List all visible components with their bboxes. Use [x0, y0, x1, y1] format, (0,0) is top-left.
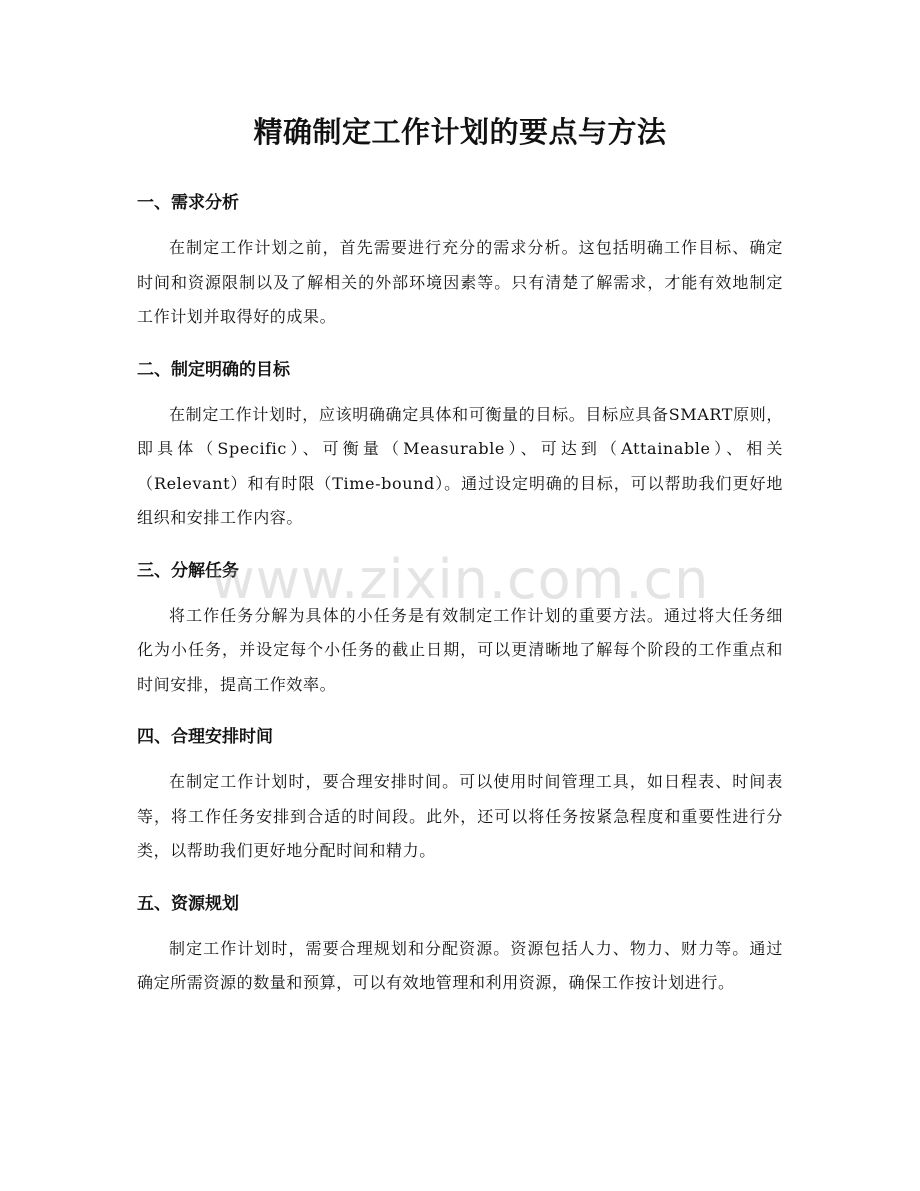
section-heading: 一、需求分析: [137, 193, 239, 213]
section-paragraph: 在制定工作计划之前，首先需要进行充分的需求分析。这包括明确工作目标、确定时间和资源限制以及了解相关的外部环境因素等。只有清楚了解需求，才能有效地制定工作计划并取得好的成果。: [137, 238, 783, 326]
section-paragraph: 将工作任务分解为具体的小任务是有效制定工作计划的重要方法。通过将大任务细化为小任务，并设定每个小任务的截止日期，可以更清晰地了解每个阶段的工作重点和时间安排，提高工作效率。: [137, 605, 783, 694]
section-heading: 三、分解任务: [137, 560, 239, 581]
section-task-breakdown: [137, 558, 783, 703]
section-demand-analysis: [137, 190, 783, 335]
document-title: 精确制定工作计划的要点与方法: [253, 115, 667, 149]
section-paragraph: 在制定工作计划时，要合理安排时间。可以使用时间管理工具，如日程表、时间表等，将工作任务安排到合适的时间段。此外，还可以将任务按紧急程度和重要性进行分类，以帮助我们更好地分配时间和精力。: [137, 772, 783, 860]
section-time-arrangement: [137, 724, 783, 869]
section-heading: 五、资源规划: [137, 893, 239, 914]
section-clear-goals: [137, 357, 783, 536]
section-paragraph: 制定工作计划时，需要合理规划和分配资源。资源包括人力、物力、财力等。通过确定所需资源的数量和预算，可以有效地管理和利用资源，确保工作按计划进行。: [137, 938, 783, 992]
section-resource-planning: [137, 891, 783, 1001]
section-paragraph: 在制定工作计划时，应该明确确定具体和可衡量的目标。目标应具备SMART原则，即具体（Specific）、可衡量（Measurable）、可达到（Attainable）、相关（Relevant）和有时限（Time-bound）。通过设定明确的目标，可以帮助我们更好地组织和安排工作内容。: [137, 404, 783, 527]
watermark: www.zixin.com.cn: [210, 548, 710, 611]
section-heading: 四、合理安排时间: [137, 727, 273, 747]
section-heading: 二、制定明确的目标: [137, 359, 290, 380]
